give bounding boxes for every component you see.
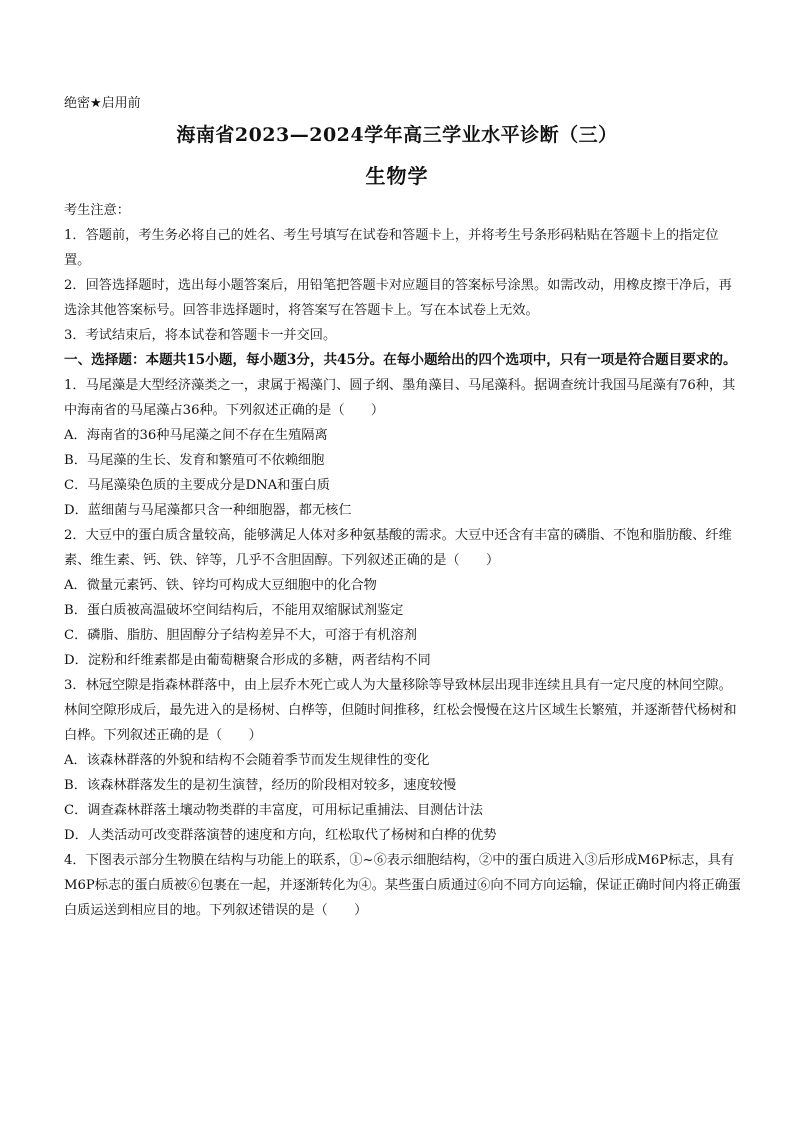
question-2-option-c: C．磷脂、脂肪、胆固醇分子结构差异不大，可溶于有机溶剂 bbox=[64, 628, 417, 643]
question-3-option-a: A．该森林群落的外貌和结构不会随着季节而发生规律性的变化 bbox=[64, 753, 430, 768]
question-1-option-a: A．海南省的36种马尾藻之间不存在生殖隔离 bbox=[64, 428, 328, 443]
notice-item-1: 1．答题前，考生务必将自己的姓名、考生号填写在试卷和答题卡上，并将考生号条形码粘贴在答题卡上的指定位置。 bbox=[64, 228, 719, 268]
question-1-option-b: B．马尾藻的生长、发育和繁殖可不依赖细胞 bbox=[64, 453, 325, 468]
notice-heading: 考生注意： bbox=[64, 203, 130, 218]
question-3-stem: 3．林冠空隙是指森林群落中，由上层乔木死亡或人为大量移除等导致林层出现非连续且具有一定尺度的林间空隙。林间空隙形成后，最先进入的是杨树、白桦等，但随时间推移，红松会慢慢在这片区域生长繁殖，并逐渐替代杨树和白桦。下列叙述正确的是（ ） bbox=[64, 678, 737, 743]
notice-item-3: 3．考试结束后，将本试卷和答题卡一并交回。 bbox=[64, 328, 337, 343]
section-heading: 一、选择题：本题共15小题，每小题3分，共45分。在每小题给出的四个选项中，只有一项是符合题目要求的。 bbox=[64, 352, 737, 368]
question-3-option-d: D．人类活动可改变群落演替的速度和方向，红松取代了杨树和白桦的优势 bbox=[64, 828, 497, 843]
question-2-option-b: B．蛋白质被高温破坏空间结构后，不能用双缩脲试剂鉴定 bbox=[64, 603, 404, 618]
question-1-option-d: D．蓝细菌与马尾藻都只含一种细胞器，都无核仁 bbox=[64, 503, 352, 518]
question-2-option-a: A．微量元素钙、铁、锌均可构成大豆细胞中的化合物 bbox=[64, 578, 377, 593]
question-3-option-c: C．调查森林群落土壤动物类群的丰富度，可用标记重捕法、目测估计法 bbox=[64, 803, 483, 818]
question-2-stem: 2．大豆中的蛋白质含量较高，能够满足人体对多种氨基酸的需求。大豆中还含有丰富的磷脂、不饱和脂肪酸、纤维素、维生素、钙、铁、锌等，几乎不含胆固醇。下列叙述正确的是（ ） bbox=[64, 528, 732, 568]
notice-item-2: 2．回答选择题时，选出每小题答案后，用铅笔把答题卡对应题目的答案标号涂黑。如需改动，用橡皮擦干净后，再选涂其他答案标号。回答非选择题时，将答案写在答题卡上。写在本试卷上无效。 bbox=[64, 278, 732, 318]
secret-mark: 绝密★启用前 bbox=[64, 96, 141, 111]
question-1-stem: 1．马尾藻是大型经济藻类之一，隶属于褐藻门、圆子纲、墨角藻目、马尾藻科。据调查统计我国马尾藻有76种，其中海南省的马尾藻占36种。下列叙述正确的是（ ） bbox=[64, 378, 736, 418]
exam-body bbox=[64, 198, 744, 923]
question-1-option-c: C．马尾藻染色质的主要成分是DNA和蛋白质 bbox=[64, 478, 330, 493]
exam-title: 海南省2023—2024学年高三学业水平诊断（三） bbox=[176, 124, 618, 146]
question-3-option-b: B．该森林群落发生的是初生演替，经历的阶段相对较多，速度较慢 bbox=[64, 778, 457, 793]
question-4-stem: 4．下图表示部分生物膜在结构与功能上的联系，①~⑥表示细胞结构，②中的蛋白质进入③后形成M6P标志，具有M6P标志的蛋白质被⑥包裹在一起，并逐渐转化为④。某些蛋白质通过⑥向不同方向运输，保证正确时间内将正确蛋白质运送到相应目的地。下列叙述错误的是（ ） bbox=[64, 853, 741, 918]
question-2-option-d: D．淀粉和纤维素都是由葡萄糖聚合形成的多糖，两者结构不同 bbox=[64, 653, 431, 668]
subject-title: 生物学 bbox=[365, 164, 429, 188]
